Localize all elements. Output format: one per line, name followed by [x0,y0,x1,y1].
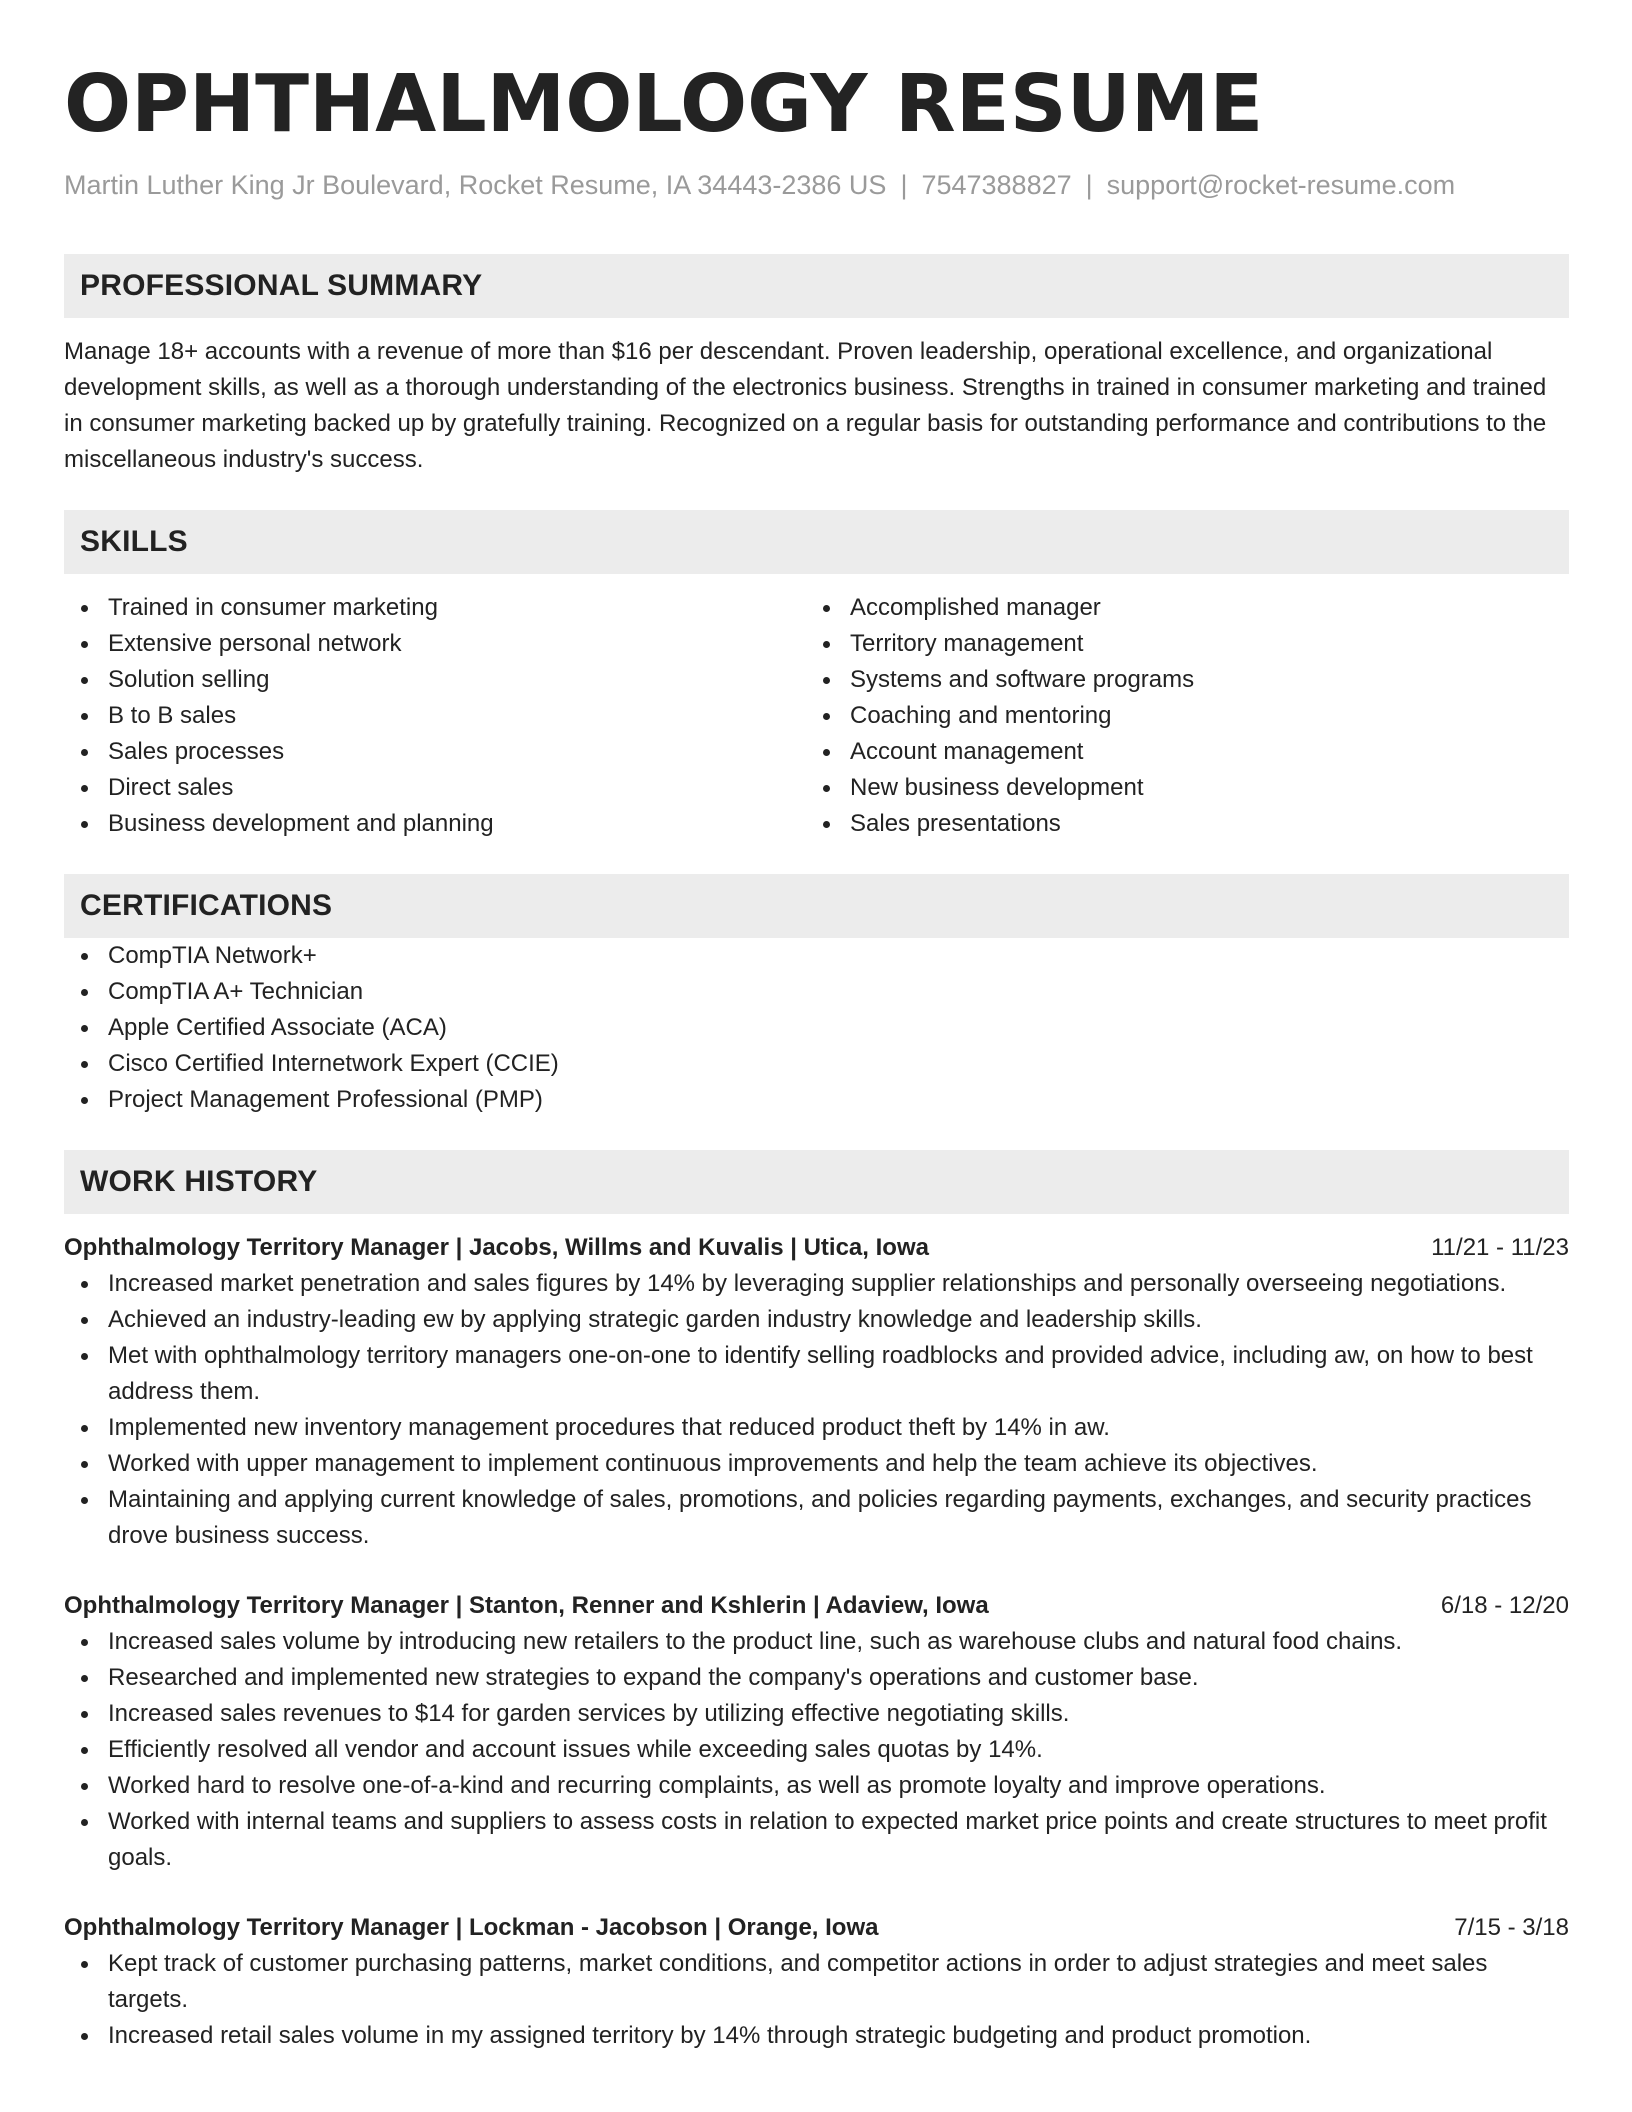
contact-line [64,168,1569,202]
job-entry [64,1910,1569,2054]
skill-item: New business development [806,770,1548,806]
job-dates: 11/21 - 11/23 [1431,1234,1569,1261]
skill-item: Accomplished manager [806,590,1548,626]
job-entry [64,1230,1569,1554]
skill-item: Account management [806,734,1548,770]
section-header-skills: SKILLS [64,510,1569,574]
section-header-work-history: WORK HISTORY [64,1150,1569,1214]
section-header-certifications: CERTIFICATIONS [64,874,1569,938]
certifications-list [64,938,1569,1118]
job-bullet: Efficiently resolved all vendor and account issues while exceeding sales quotas by 14%. [64,1732,1569,1768]
job-bullet: Met with ophthalmology territory managers one-on-one to identify selling roadblocks and provided advice, including aw, on how to best address them. [64,1338,1569,1410]
resume-title: OPHTHALMOLOGY RESUME [64,58,1264,150]
job-bullet: Kept track of customer purchasing patterns, market conditions, and competitor actions in order to adjust strategies and meet sales targets. [64,1946,1569,2018]
section-header-summary: PROFESSIONAL SUMMARY [64,254,1569,318]
job-title: Ophthalmology Territory Manager | Jacobs, Willms and Kuvalis | Utica, Iowa [64,1234,929,1261]
skills-column-right [806,590,1548,842]
skill-item: Business development and planning [64,806,806,842]
skill-item: Territory management [806,626,1548,662]
job-bullet: Maintaining and applying current knowledge of sales, promotions, and policies regarding payments, exchanges, and security practices drove business success. [64,1482,1569,1554]
job-header [64,1230,1569,1266]
certification-item: Cisco Certified Internetwork Expert (CCIE) [64,1046,1569,1082]
skill-item: Trained in consumer marketing [64,590,806,626]
job-header [64,1588,1569,1624]
job-bullet: Implemented new inventory management procedures that reduced product theft by 14% in aw. [64,1410,1569,1446]
job-title: Ophthalmology Territory Manager | Lockman - Jacobson | Orange, Iowa [64,1914,879,1941]
skill-item: Coaching and mentoring [806,698,1548,734]
job-bullet: Increased retail sales volume in my assigned territory by 14% through strategic budgeting and product promotion. [64,2018,1569,2054]
job-bullet: Researched and implemented new strategies to expand the company's operations and customer base. [64,1660,1569,1696]
job-bullets [64,1624,1569,1876]
job-bullet: Worked with internal teams and suppliers to assess costs in relation to expected market price points and create structures to meet profit goals. [64,1804,1569,1876]
summary-text: Manage 18+ accounts with a revenue of more than $16 per descendant. Proven leadership, operational excellence, and organizational development skills, as well as a thorough understanding of the electronics business. Strengths in trained in consumer marketing and trained in consumer marketing backed up by gratefully training. Recognized on a regular basis for outstanding performance and contributions to the miscellaneous industry's success. [64,338,1547,473]
certification-item: Project Management Professional (PMP) [64,1082,1569,1118]
skills-column-left [64,590,806,842]
job-bullets [64,1946,1569,2054]
job-bullet: Worked with upper management to implement continuous improvements and help the team achieve its objectives. [64,1446,1569,1482]
skill-item: Systems and software programs [806,662,1548,698]
skill-item: Extensive personal network [64,626,806,662]
job-entry [64,1588,1569,1876]
contact-separator: | [900,170,908,200]
skill-item: Direct sales [64,770,806,806]
contact-address: Martin Luther King Jr Boulevard, Rocket Resume, IA 34443-2386 US [64,170,887,200]
skill-item: Solution selling [64,662,806,698]
job-dates: 6/18 - 12/20 [1440,1592,1569,1619]
job-dates: 7/15 - 3/18 [1454,1914,1569,1941]
contact-phone: 7547388827 [921,170,1072,200]
job-bullet: Worked hard to resolve one-of-a-kind and recurring complaints, as well as promote loyalty and improve operations. [64,1768,1569,1804]
job-title: Ophthalmology Territory Manager | Stanton, Renner and Kshlerin | Adaview, Iowa [64,1592,989,1619]
job-header [64,1910,1569,1946]
skill-item: B to B sales [64,698,806,734]
job-bullets [64,1266,1569,1554]
job-bullet: Achieved an industry-leading ew by applying strategic garden industry knowledge and leadership skills. [64,1302,1569,1338]
certification-item: CompTIA A+ Technician [64,974,1569,1010]
skills-grid [64,590,1569,842]
certification-item: Apple Certified Associate (ACA) [64,1010,1569,1046]
skill-item: Sales presentations [806,806,1548,842]
skill-item: Sales processes [64,734,806,770]
job-bullet: Increased sales volume by introducing new retailers to the product line, such as warehouse clubs and natural food chains. [64,1624,1569,1660]
certification-item: CompTIA Network+ [64,938,1569,974]
job-bullet: Increased market penetration and sales figures by 14% by leveraging supplier relationships and personally overseeing negotiations. [64,1266,1569,1302]
contact-separator: | [1085,170,1093,200]
job-bullet: Increased sales revenues to $14 for garden services by utilizing effective negotiating skills. [64,1696,1569,1732]
contact-email[interactable]: support@rocket-resume.com [1106,170,1456,200]
